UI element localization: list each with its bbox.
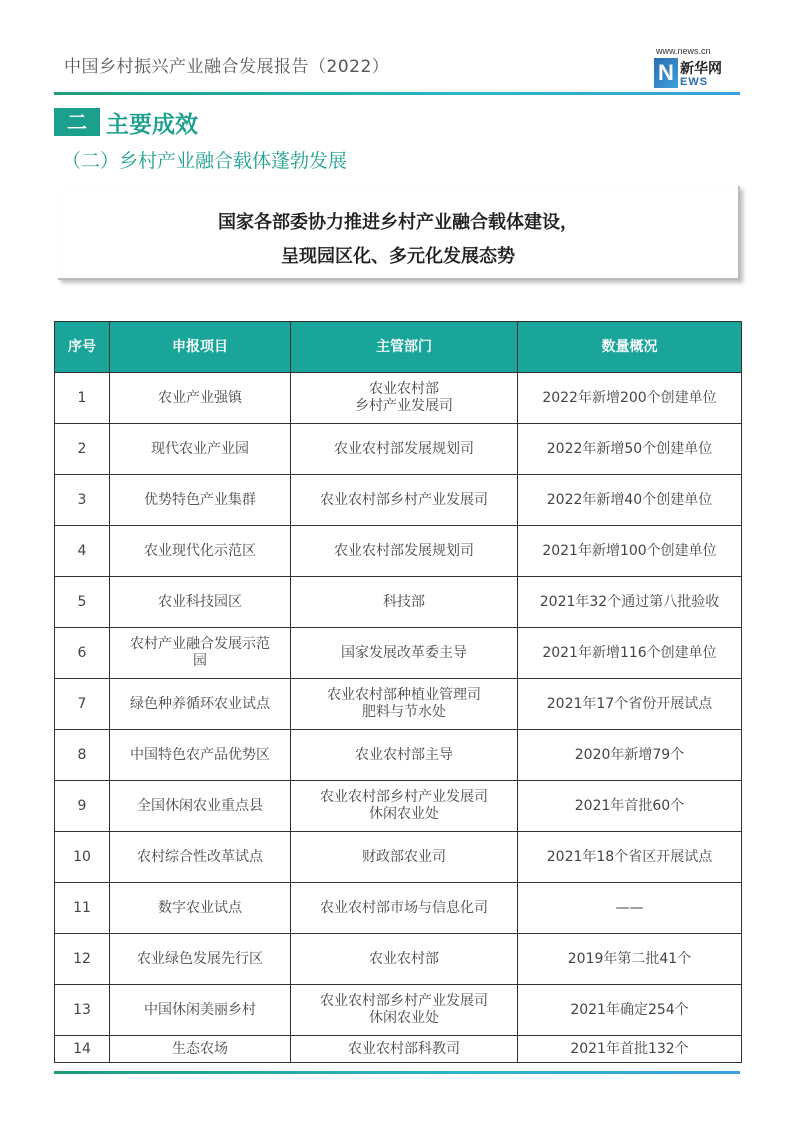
row-number: 14 [55, 1036, 110, 1063]
row-number: 10 [55, 832, 110, 883]
row-summary: 2021年18个省区开展试点 [518, 832, 742, 883]
table-row [55, 730, 742, 781]
dept-line: 乡村产业发展司 [355, 398, 453, 414]
table-row [55, 883, 742, 934]
row-summary: 2019年第二批41个 [518, 934, 742, 985]
logo-n-mark: N [654, 58, 678, 88]
row-summary: 2021年首批132个 [518, 1036, 742, 1063]
row-number: 12 [55, 934, 110, 985]
row-project: 数字农业试点 [110, 883, 291, 934]
row-number: 2 [55, 424, 110, 475]
section-title: 主要成效 [106, 112, 198, 138]
section-number-badge: 二 [54, 108, 100, 136]
row-number: 6 [55, 628, 110, 679]
row-number: 4 [55, 526, 110, 577]
table-row [55, 526, 742, 577]
row-dept [291, 475, 518, 526]
row-dept [291, 373, 518, 424]
row-summary: 2020年新增79个 [518, 730, 742, 781]
header-divider [54, 92, 740, 95]
table-row [55, 424, 742, 475]
report-title: 中国乡村振兴产业融合发展报告（2022） [64, 57, 390, 77]
dept-line: 农业农村部主导 [355, 746, 453, 763]
dept-line: 财政部农业司 [362, 848, 446, 865]
row-summary: 2022年新增40个创建单位 [518, 475, 742, 526]
row-number: 5 [55, 577, 110, 628]
row-dept [291, 679, 518, 730]
dept-line: 农业农村部 [369, 950, 439, 967]
row-project: 优势特色产业集群 [110, 475, 291, 526]
carrier-projects-table [54, 321, 742, 1063]
row-summary: —— [518, 883, 742, 934]
table-row [55, 628, 742, 679]
row-summary: 2021年新增116个创建单位 [518, 628, 742, 679]
row-number: 11 [55, 883, 110, 934]
table-row [55, 781, 742, 832]
header-dept: 主管部门 [291, 322, 518, 373]
table-row [55, 832, 742, 883]
row-project: 绿色种养循环农业试点 [110, 679, 291, 730]
callout-line-1: 国家各部委协力推进乡村产业融合载体建设， [218, 212, 578, 233]
dept-line: 农业农村部发展规划司 [334, 542, 474, 559]
dept-line: 农业农村部科教司 [348, 1040, 460, 1057]
row-summary: 2021年确定254个 [518, 985, 742, 1036]
row-dept [291, 730, 518, 781]
logo-url: www.news.cn [656, 46, 711, 56]
row-project: 农业科技园区 [110, 577, 291, 628]
callout-line-2: 呈现园区化、多元化发展态势 [281, 246, 515, 267]
row-summary: 2021年首批60个 [518, 781, 742, 832]
dept-line: 肥料与节水处 [362, 704, 446, 720]
dept-line: 农业农村部乡村产业发展司 [320, 789, 488, 805]
logo-chinese-name: 新华网 [680, 61, 722, 77]
row-project: 中国休闲美丽乡村 [110, 985, 291, 1036]
row-project: 农业产业强镇 [110, 373, 291, 424]
table-row [55, 1036, 742, 1063]
table-header-row [55, 322, 742, 373]
table-body [55, 373, 742, 1063]
row-number: 8 [55, 730, 110, 781]
dept-line: 农业农村部种植业管理司 [327, 687, 481, 703]
row-project: 中国特色农产品优势区 [110, 730, 291, 781]
subsection-title: （二）乡村产业融合载体蓬勃发展 [62, 150, 348, 172]
row-dept [291, 832, 518, 883]
dept-line: 国家发展改革委主导 [341, 644, 467, 661]
row-number: 3 [55, 475, 110, 526]
row-dept [291, 577, 518, 628]
row-number: 13 [55, 985, 110, 1036]
row-summary: 2022年新增200个创建单位 [518, 373, 742, 424]
dept-line: 科技部 [383, 593, 425, 610]
row-project: 生态农场 [110, 1036, 291, 1063]
row-project: 农业绿色发展先行区 [110, 934, 291, 985]
row-project: 农业现代化示范区 [110, 526, 291, 577]
row-summary: 2021年32个通过第八批验收 [518, 577, 742, 628]
row-number: 7 [55, 679, 110, 730]
row-project: 全国休闲农业重点县 [110, 781, 291, 832]
summary-callout [58, 186, 740, 280]
dept-line: 休闲农业处 [369, 806, 439, 822]
row-dept [291, 628, 518, 679]
dept-line: 农业农村部乡村产业发展司 [320, 993, 488, 1009]
table-row [55, 577, 742, 628]
table-row [55, 679, 742, 730]
row-number: 1 [55, 373, 110, 424]
logo-ews: EWS [680, 76, 709, 88]
dept-line: 农业农村部乡村产业发展司 [320, 491, 488, 508]
table-row [55, 373, 742, 424]
row-project: 农村产业融合发展示范园 [110, 628, 291, 679]
header-summary: 数量概况 [518, 322, 742, 373]
row-dept [291, 1036, 518, 1063]
row-summary: 2022年新增50个创建单位 [518, 424, 742, 475]
header-no: 序号 [55, 322, 110, 373]
dept-line: 农业农村部 [369, 381, 439, 397]
table-row [55, 475, 742, 526]
row-dept [291, 934, 518, 985]
row-project: 现代农业产业园 [110, 424, 291, 475]
row-project: 农村综合性改革试点 [110, 832, 291, 883]
row-summary: 2021年17个省份开展试点 [518, 679, 742, 730]
table-row [55, 985, 742, 1036]
row-dept [291, 526, 518, 577]
dept-line: 农业农村部市场与信息化司 [320, 899, 488, 916]
dept-line: 休闲农业处 [369, 1010, 439, 1026]
table-row [55, 934, 742, 985]
row-dept [291, 985, 518, 1036]
row-summary: 2021年新增100个创建单位 [518, 526, 742, 577]
header-project: 申报项目 [110, 322, 291, 373]
row-dept [291, 781, 518, 832]
dept-line: 农业农村部发展规划司 [334, 440, 474, 457]
row-dept [291, 883, 518, 934]
row-number: 9 [55, 781, 110, 832]
footer-divider [54, 1071, 740, 1074]
row-dept [291, 424, 518, 475]
xinhua-news-logo [654, 46, 738, 92]
